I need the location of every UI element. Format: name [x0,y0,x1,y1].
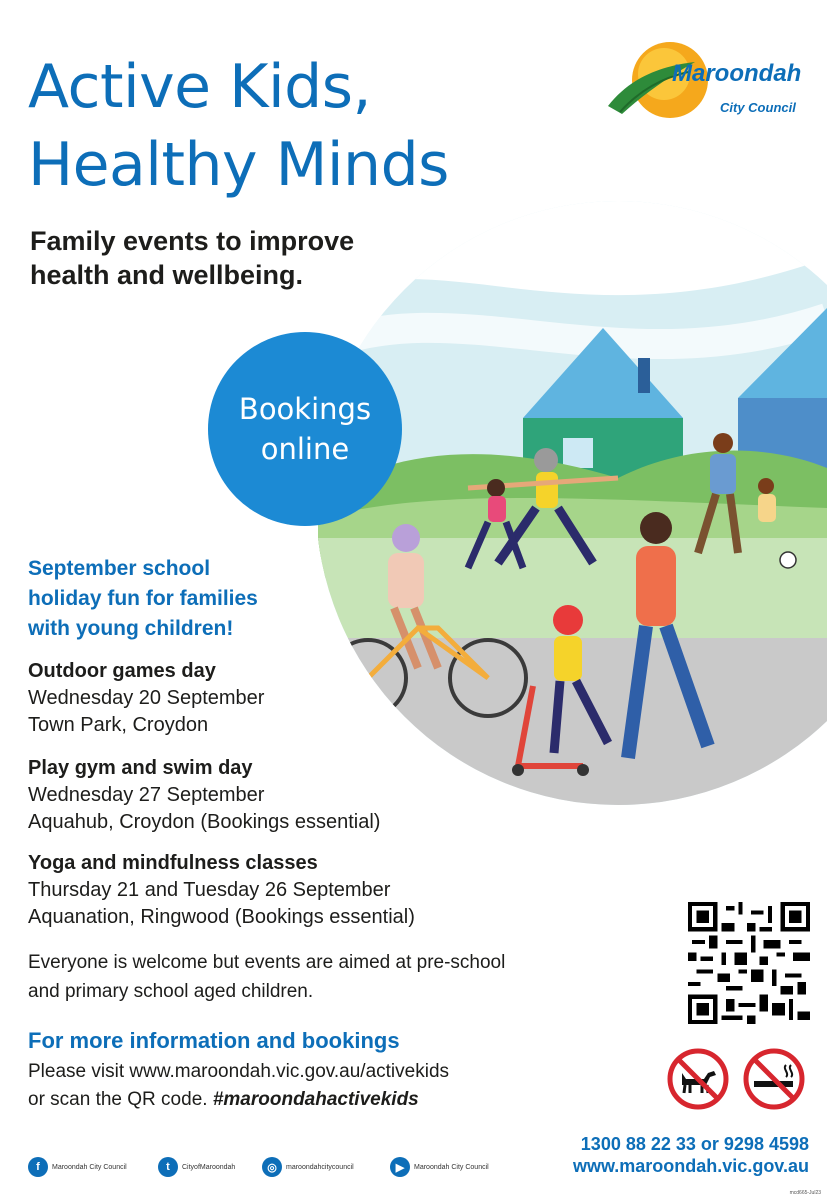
youtube-icon: ▶ [390,1157,410,1177]
note-line-1: Everyone is welcome but events are aimed at pre-school [28,952,506,973]
more-info-line-2: or scan the QR code. [28,1089,208,1110]
intro-line-2: holiday fun for families [28,587,258,610]
instagram-icon: ◎ [262,1157,282,1177]
social-facebook[interactable] [28,1157,127,1177]
bookings-online-badge [208,332,402,526]
social-label: maroondahcitycouncil [286,1163,354,1171]
social-youtube[interactable] [390,1157,489,1177]
badge-line-1: Bookings [238,392,372,426]
social-label: Maroondah City Council [52,1163,127,1171]
reference-code: mcd665-Jul23 [789,1190,821,1196]
event-date: Thursday 21 and Tuesday 26 September [28,879,391,901]
qr-code[interactable] [688,902,810,1024]
event-name: Yoga and mindfulness classes [28,852,318,874]
twitter-icon: t [158,1157,178,1177]
event-play-gym-swim [28,755,380,836]
title-line-1: Active Kids, [28,52,372,122]
council-logo [600,38,810,128]
logo-sub: City Council [720,100,796,115]
social-twitter[interactable] [158,1157,235,1177]
event-date: Wednesday 27 September [28,784,265,806]
event-outdoor-games [28,658,264,739]
family-activity-illustration [318,198,827,808]
intro-line-3: with young children! [28,617,234,640]
event-place: Aquanation, Ringwood (Bookings essential) [28,906,415,928]
phone-numbers: 1300 88 22 33 or 9298 4598 [580,1134,809,1154]
website-address[interactable]: www.maroondah.vic.gov.au [572,1156,809,1176]
logo-name: Maroondah [672,60,802,87]
more-info-text [28,1058,449,1114]
event-place: Town Park, Croydon [28,714,209,736]
intro-heading [28,554,348,644]
event-place: Aquahub, Croydon (Bookings essential) [28,811,381,833]
more-info-line-1: Please visit www.maroondah.vic.gov.au/activekids [28,1061,450,1082]
page-title [28,48,449,204]
intro-line-1: September school [28,557,211,580]
facebook-icon: f [28,1157,48,1177]
subtitle-line-2: health and wellbeing. [30,260,304,290]
note-line-2: and primary school aged children. [28,981,314,1002]
title-line-2: Healthy Minds [28,130,449,200]
no-smoking-icon [742,1047,806,1111]
social-label: CityofMaroondah [182,1163,236,1171]
audience-note [28,948,628,1006]
social-instagram[interactable] [262,1157,354,1177]
subtitle [30,224,354,292]
hashtag: #maroondahactivekids [212,1089,419,1110]
event-name: Outdoor games day [28,660,216,682]
event-yoga-mindfulness [28,850,415,931]
no-dogs-icon [666,1047,730,1111]
event-date: Wednesday 20 September [28,687,265,709]
event-name: Play gym and swim day [28,757,253,779]
social-label: Maroondah City Council [414,1163,489,1171]
contact-info [573,1133,809,1177]
subtitle-line-1: Family events to improve [30,226,355,256]
more-info-heading: For more information and bookings [28,1028,400,1053]
badge-line-2: online [260,432,350,466]
